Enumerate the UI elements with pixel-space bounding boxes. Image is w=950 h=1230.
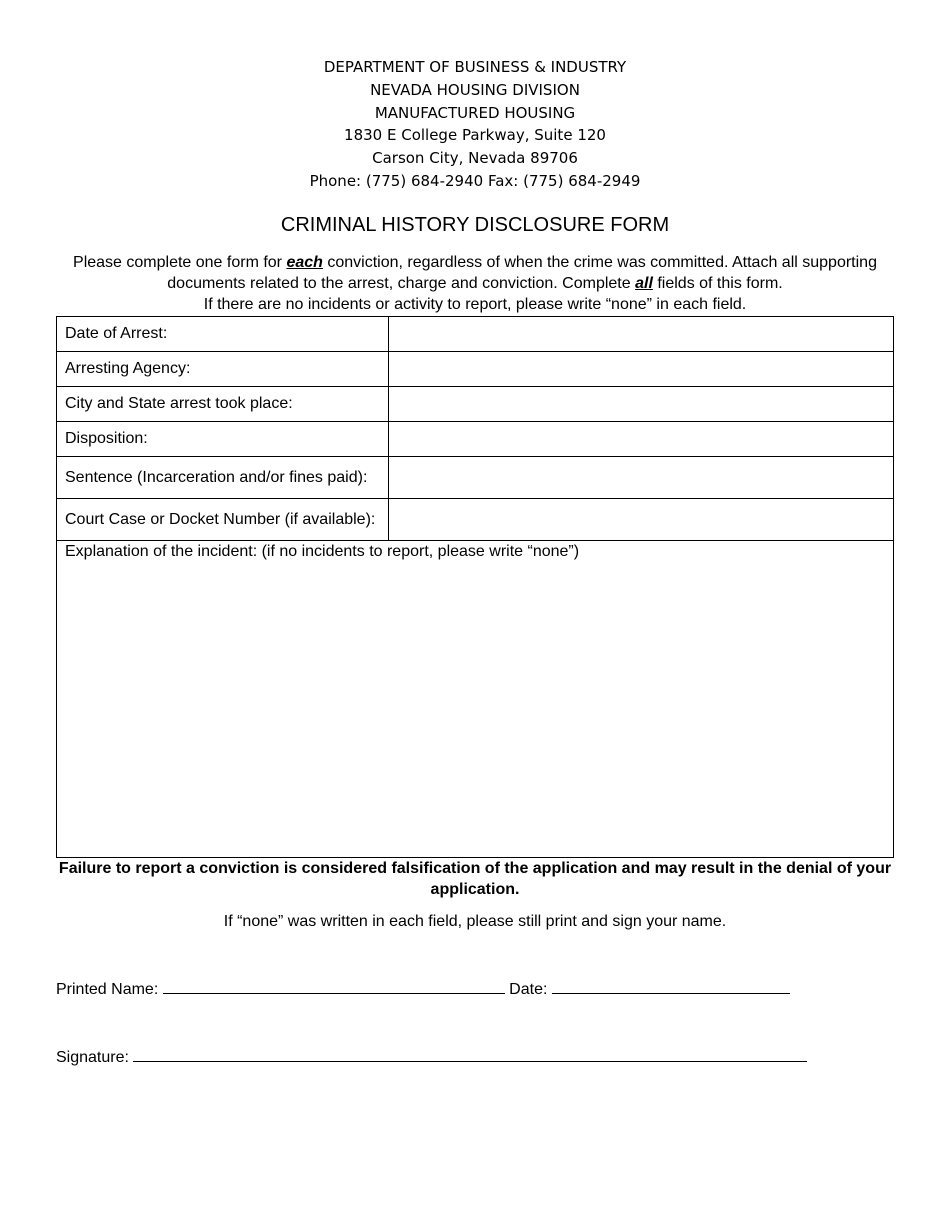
row-city-state xyxy=(57,387,894,422)
input-arresting-agency[interactable] xyxy=(389,352,894,387)
sign-note: If “none” was written in each field, please still print and sign your name. xyxy=(223,913,727,930)
input-date-of-arrest[interactable] xyxy=(389,317,894,352)
falsification-warning: Failure to report a conviction is considered falsification of the application and may result in the denial of your application. xyxy=(58,860,892,898)
input-sentence[interactable] xyxy=(389,457,894,499)
emphasis-each: each xyxy=(286,254,323,271)
header-line-street: 1830 E College Parkway, Suite 120 xyxy=(344,126,606,145)
printed-name-row xyxy=(56,977,790,1000)
row-arresting-agency xyxy=(57,352,894,387)
input-explanation[interactable] xyxy=(57,541,894,858)
signature-row xyxy=(56,1045,807,1068)
date-label: Date: xyxy=(509,981,548,998)
instructions xyxy=(40,252,910,315)
header-line-city: Carson City, Nevada 89706 xyxy=(372,149,578,168)
row-disposition xyxy=(57,422,894,457)
label-court-case: Court Case or Docket Number (if available): xyxy=(57,499,389,541)
instructions-paragraph: Please complete one form for each conviction, regardless of when the crime was committed. Attach all supporting documents related to the arrest, charge and conviction. Complete all fields of this form. xyxy=(73,254,877,292)
header-line-division: NEVADA HOUSING DIVISION xyxy=(370,80,580,99)
signature-field[interactable] xyxy=(133,1045,807,1062)
label-city-state: City and State arrest took place: xyxy=(57,387,389,422)
row-sentence xyxy=(57,457,894,499)
label-disposition: Disposition: xyxy=(57,422,389,457)
signature-label: Signature: xyxy=(56,1049,129,1066)
row-date-of-arrest xyxy=(57,317,894,352)
row-explanation xyxy=(57,541,894,858)
disclosure-table xyxy=(56,316,894,858)
header-line-program: MANUFACTURED HOUSING xyxy=(374,103,576,122)
emphasis-all: all xyxy=(635,275,653,292)
header-line-phone-fax: Phone: (775) 684-2940 Fax: (775) 684-2949 xyxy=(309,171,641,190)
printed-name-field[interactable] xyxy=(163,977,505,994)
input-city-state[interactable] xyxy=(389,387,894,422)
header-line-department: DEPARTMENT OF BUSINESS & INDUSTRY xyxy=(323,58,627,76)
input-disposition[interactable] xyxy=(389,422,894,457)
label-explanation: Explanation of the incident: (if no incidents to report, please write “none”) xyxy=(65,543,580,560)
instructions-none-note: If there are no incidents or activity to report, please write “none” in each field. xyxy=(203,296,747,313)
label-date-of-arrest: Date of Arrest: xyxy=(57,317,389,352)
input-court-case[interactable] xyxy=(389,499,894,541)
label-sentence: Sentence (Incarceration and/or fines paid): xyxy=(57,457,389,499)
form-title: CRIMINAL HISTORY DISCLOSURE FORM xyxy=(280,214,670,236)
row-court-case xyxy=(57,499,894,541)
printed-name-label: Printed Name: xyxy=(56,981,159,998)
label-arresting-agency: Arresting Agency: xyxy=(57,352,389,387)
agency-header xyxy=(0,56,950,193)
date-field[interactable] xyxy=(552,977,790,994)
